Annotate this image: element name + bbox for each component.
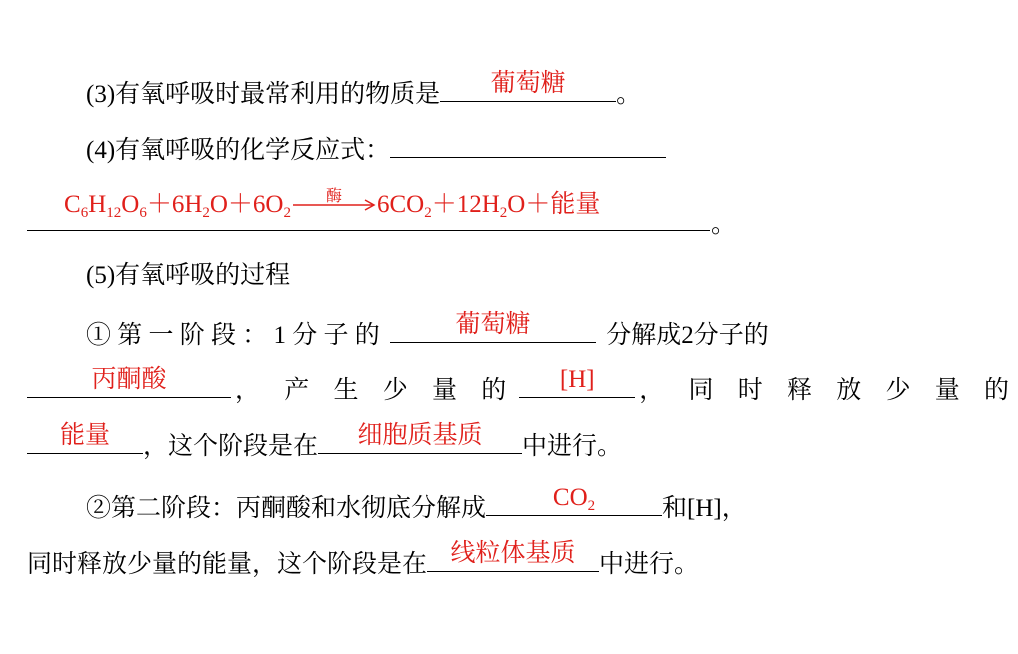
question-3 xyxy=(86,70,642,112)
eq-co2-sub: 2 xyxy=(424,205,432,221)
stage1-mid2: ， 同 时 释 放 少 量 的 xyxy=(639,377,1018,404)
stage1-blank4 xyxy=(27,422,143,454)
q4-blank-line2 xyxy=(27,230,710,231)
stage2-mid: 和[H]， xyxy=(662,495,747,522)
stage2-line2 xyxy=(27,540,700,582)
stage2-blank2 xyxy=(427,540,599,572)
reaction-arrow xyxy=(291,188,377,222)
q4-blank-line1 xyxy=(390,129,666,158)
stage1-end: 中进行。 xyxy=(522,433,623,460)
co2-sub: 2 xyxy=(587,498,596,514)
stage1-answer5: 细胞质基质 xyxy=(357,422,483,449)
stage2-blank1 xyxy=(486,484,662,516)
stage1-prefix: ① 第 一 阶 段 ： 1 分 子 的 xyxy=(86,322,380,349)
q3-prefix: (3)有氧呼吸时最常利用的物质是 xyxy=(86,81,441,108)
q4-end-mark: 。 xyxy=(711,211,737,238)
stage2-line1 xyxy=(86,484,747,526)
question-5-title: (5)有氧呼吸的过程 xyxy=(86,262,291,289)
respiration-equation xyxy=(64,188,600,222)
stage1-blank1 xyxy=(390,311,596,343)
stage1-line1 xyxy=(86,311,769,353)
enzyme-label: 酶 xyxy=(325,188,342,205)
stage1-answer4: 能量 xyxy=(59,422,110,449)
stage2-line2-prefix: 同时释放少量的能量，这个阶段是在 xyxy=(27,551,428,578)
eq-c: C xyxy=(64,191,81,218)
stage2-answer1 xyxy=(486,483,662,513)
stage1-blank3 xyxy=(519,366,635,398)
eq-h-sub: 12 xyxy=(106,205,122,221)
eq-water-sub: 2 xyxy=(202,205,210,221)
question-4 xyxy=(86,129,666,168)
stage1-mid3: ，这个阶段是在 xyxy=(143,433,319,460)
stage1-answer1: 葡萄糖 xyxy=(455,311,531,338)
stage1-answer2: 丙酮酸 xyxy=(91,366,167,393)
q4-prefix: (4)有氧呼吸的化学反应式： xyxy=(86,137,391,164)
q3-answer: 葡萄糖 xyxy=(490,70,566,97)
arrow-icon xyxy=(291,188,377,222)
eq-energy: O＋能量 xyxy=(507,191,601,218)
stage1-line3 xyxy=(27,422,623,464)
stage1-mid1: ， 产 生 少 量 的 xyxy=(235,377,516,404)
stage1-blank2 xyxy=(27,366,231,398)
eq-h: H xyxy=(88,191,107,218)
q3-suffix: 。 xyxy=(616,81,642,108)
stage1-blank5 xyxy=(318,422,522,454)
eq-o-sub: 6 xyxy=(139,205,147,221)
stage1-line2 xyxy=(27,366,1018,408)
eq-plus-oxygen: O＋6O xyxy=(209,191,284,218)
eq-water2-sub: 2 xyxy=(499,205,508,221)
eq-plus-water2: ＋12H xyxy=(431,191,500,218)
eq-c-sub: 6 xyxy=(80,205,89,221)
stage1-suffix: 分解成2分子的 xyxy=(606,322,769,349)
eq-plus-water: ＋6H xyxy=(146,191,203,218)
eq-oxygen-sub: 2 xyxy=(283,205,291,221)
stage2-end: 中进行。 xyxy=(599,551,700,578)
eq-o: O xyxy=(121,191,140,218)
stage2-prefix: ②第二阶段：丙酮酸和水彻底分解成 xyxy=(86,495,487,522)
stage1-answer3: [H] xyxy=(559,366,595,393)
q3-blank xyxy=(440,70,616,102)
stage2-answer2: 线粒体基质 xyxy=(450,540,576,567)
eq-co2: 6CO xyxy=(376,191,425,218)
co2-text: CO xyxy=(552,484,588,511)
